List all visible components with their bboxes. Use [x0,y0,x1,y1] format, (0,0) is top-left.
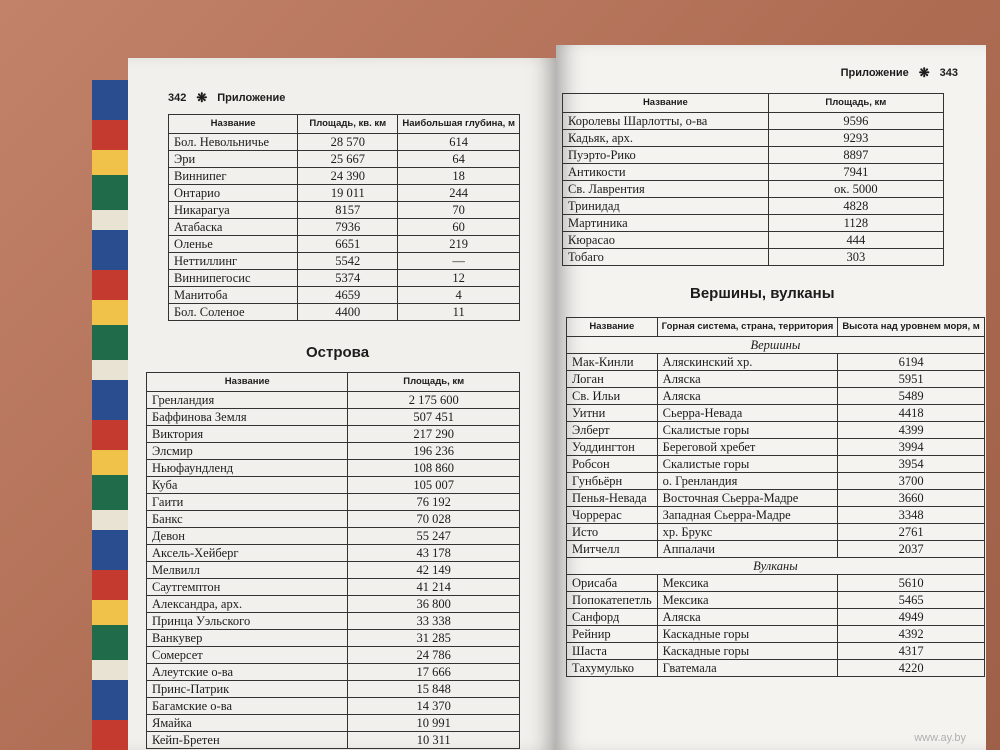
table-cell: 244 [398,185,520,202]
table-cell: 17 666 [348,664,520,681]
table-cell: Св. Лаврентия [563,181,769,198]
table-cell: 5489 [838,388,985,405]
right-running-head [841,65,958,81]
table-row [147,545,520,562]
table-cell: Кюрасао [563,232,769,249]
table-cell: 60 [398,219,520,236]
table-cell: Аксель-Хейберг [147,545,348,562]
table-row [563,130,944,147]
table-cell: 2761 [838,524,985,541]
table-cell: Западная Сьерра-Мадре [657,507,838,524]
column-header: Название [169,115,298,134]
table-cell: 4317 [838,643,985,660]
table-row [147,494,520,511]
table-cell: Виктория [147,426,348,443]
table-row [567,405,985,422]
table-cell: Мелвилл [147,562,348,579]
section-label: Вершины [567,337,985,354]
table-row [147,409,520,426]
table-cell: 3348 [838,507,985,524]
table-cell: Принца Уэльского [147,613,348,630]
table-cell: Банкс [147,511,348,528]
table-cell: Тринидад [563,198,769,215]
peaks-header-row [567,318,985,337]
table-cell: 31 285 [348,630,520,647]
table-row [563,164,944,181]
table-cell: Алеутские о-ва [147,664,348,681]
table-cell: 4399 [838,422,985,439]
table-cell: 6651 [298,236,398,253]
table-cell: Робсон [567,456,658,473]
table-cell: 217 290 [348,426,520,443]
table-cell: Мак-Кинли [567,354,658,371]
table-row [563,198,944,215]
table-cell: Логан [567,371,658,388]
islands-heading: Острова [306,344,370,361]
section-row [567,558,985,575]
table-cell: Гаити [147,494,348,511]
table-cell: 5610 [838,575,985,592]
column-header: Площадь, км [768,94,943,113]
table-row [567,354,985,371]
table-row [169,168,520,185]
table-cell: Манитоба [169,287,298,304]
table-cell: Чоррерас [567,507,658,524]
table-cell: Багамские о-ва [147,698,348,715]
table-cell: 8157 [298,202,398,219]
column-header: Название [563,94,769,113]
table-cell: Аляска [657,609,838,626]
table-row [147,681,520,698]
table-row [147,392,520,409]
table-cell: Пуэрто-Рико [563,147,769,164]
column-header: Площадь, км [348,373,520,392]
table-cell: Скалистые горы [657,422,838,439]
table-cell: Попокатепетль [567,592,658,609]
table-cell: 3700 [838,473,985,490]
table-cell: 18 [398,168,520,185]
right-page-number: 343 [939,67,958,79]
table-row [567,422,985,439]
table-cell: Исто [567,524,658,541]
table-row [147,426,520,443]
table-cell: Гунбьёрн [567,473,658,490]
table-cell: Онтарио [169,185,298,202]
right-running-title: Приложение [840,67,909,79]
table-cell: 14 370 [348,698,520,715]
table-cell: Митчелл [567,541,658,558]
table-cell: 41 214 [348,579,520,596]
table-cell: Сомерсет [147,647,348,664]
table-cell: 196 236 [348,443,520,460]
column-header: Горная система, страна, территория [657,318,838,337]
table-row [567,660,985,677]
table-cell: 19 011 [298,185,398,202]
table-cell: Аляска [657,371,838,388]
table-cell: Береговой хребет [657,439,838,456]
table-cell: Тахумулько [567,660,658,677]
table-row [567,626,985,643]
islands-cont-header-row [563,94,944,113]
watermark: www.ay.by [914,732,966,744]
book-spine [92,80,130,750]
table-cell: Шаста [567,643,658,660]
table-row [147,511,520,528]
table-cell: 15 848 [348,681,520,698]
table-cell: Мексика [657,592,838,609]
table-cell: 9293 [768,130,943,147]
table-cell: 444 [768,232,943,249]
table-row [567,439,985,456]
table-cell: Ямайка [147,715,348,732]
table-row [567,643,985,660]
table-cell: 1128 [768,215,943,232]
table-cell: Санфорд [567,609,658,626]
table-cell: 614 [398,134,520,151]
table-cell: Гренландия [147,392,348,409]
table-row [563,113,944,130]
table-cell: 4949 [838,609,985,626]
table-row [147,664,520,681]
table-cell: Бол. Соленое [169,304,298,321]
table-cell: Бол. Невольничье [169,134,298,151]
table-row [563,215,944,232]
table-cell: 36 800 [348,596,520,613]
table-cell: Никарагуа [169,202,298,219]
table-cell: 11 [398,304,520,321]
table-cell: 3954 [838,456,985,473]
table-row [169,219,520,236]
table-cell: Мексика [657,575,838,592]
table-cell: 105 007 [348,477,520,494]
table-row [147,698,520,715]
table-row [147,630,520,647]
table-cell: 3994 [838,439,985,456]
asterisk-ornament-icon: ❋ [918,65,930,80]
column-header: Площадь, кв. км [298,115,398,134]
table-row [563,232,944,249]
table-cell: Сьерра-Невада [657,405,838,422]
table-cell: 4659 [298,287,398,304]
table-cell: 5465 [838,592,985,609]
table-cell: Оленье [169,236,298,253]
section-label: Вулканы [567,558,985,575]
table-row [567,507,985,524]
table-cell: Кейп-Бретен [147,732,348,749]
table-cell: 219 [398,236,520,253]
table-cell: Баффинова Земля [147,409,348,426]
table-cell: Атабаска [169,219,298,236]
table-row [567,592,985,609]
column-header: Высота над уровнем моря, м [838,318,985,337]
table-row [169,304,520,321]
table-cell: 5542 [298,253,398,270]
table-row [169,287,520,304]
table-row [147,443,520,460]
table-cell: 76 192 [348,494,520,511]
table-cell: 2 175 600 [348,392,520,409]
table-row [147,613,520,630]
table-row [147,732,520,749]
column-header: Наибольшая глубина, м [398,115,520,134]
table-row [563,249,944,266]
table-row [147,579,520,596]
lakes-header-row [169,115,520,134]
table-cell: 4 [398,287,520,304]
peaks-table [566,317,985,677]
table-row [567,490,985,507]
table-cell: Ньюфаундленд [147,460,348,477]
table-cell: Неттиллинг [169,253,298,270]
table-cell: 12 [398,270,520,287]
table-cell: ок. 5000 [768,181,943,198]
table-cell: 7936 [298,219,398,236]
table-row [563,181,944,198]
table-row [567,524,985,541]
table-row [169,151,520,168]
left-running-title: Приложение [217,92,286,104]
table-cell: 43 178 [348,545,520,562]
table-row [147,596,520,613]
table-cell: 64 [398,151,520,168]
table-row [567,609,985,626]
right-page [556,45,986,750]
table-row [147,647,520,664]
islands-header-row [147,373,520,392]
table-cell: 4392 [838,626,985,643]
table-cell: Аляскинский хр. [657,354,838,371]
table-cell: 24 390 [298,168,398,185]
table-cell: Восточная Сьерра-Мадре [657,490,838,507]
table-cell: 303 [768,249,943,266]
table-cell: — [398,253,520,270]
table-cell: 507 451 [348,409,520,426]
table-row [169,270,520,287]
islands-continued-table [562,93,944,266]
table-cell: 24 786 [348,647,520,664]
table-cell: Скалистые горы [657,456,838,473]
table-cell: хр. Брукс [657,524,838,541]
table-cell: Виннипег [169,168,298,185]
table-row [567,473,985,490]
table-cell: 70 [398,202,520,219]
table-cell: Виннипегосис [169,270,298,287]
table-cell: Элберт [567,422,658,439]
table-cell: 2037 [838,541,985,558]
table-cell: 3660 [838,490,985,507]
table-cell: 108 860 [348,460,520,477]
table-cell: Св. Ильи [567,388,658,405]
left-page-number: 342 [168,92,187,104]
table-cell: Рейнир [567,626,658,643]
table-cell: Каскадные горы [657,643,838,660]
table-row [169,134,520,151]
lakes-table [168,114,520,321]
table-row [147,460,520,477]
table-cell: Аппалачи [657,541,838,558]
table-row [147,528,520,545]
asterisk-ornament-icon: ❋ [196,90,208,105]
table-row [169,185,520,202]
table-row [567,388,985,405]
table-cell: Гватемала [657,660,838,677]
table-cell: Антикости [563,164,769,181]
table-cell: Мартиника [563,215,769,232]
table-row [567,371,985,388]
table-cell: 10 991 [348,715,520,732]
table-cell: 4418 [838,405,985,422]
section-row [567,337,985,354]
table-row [169,253,520,270]
table-cell: Эри [169,151,298,168]
peaks-heading: Вершины, вулканы [690,285,835,302]
table-cell: Александра, арх. [147,596,348,613]
table-cell: 5951 [838,371,985,388]
table-cell: Орисаба [567,575,658,592]
left-running-head [168,90,285,106]
table-row [567,541,985,558]
table-cell: Девон [147,528,348,545]
table-cell: Уоддингтон [567,439,658,456]
table-cell: Куба [147,477,348,494]
table-row [169,202,520,219]
column-header: Название [567,318,658,337]
table-cell: Саутгемптон [147,579,348,596]
table-cell: Кадьяк, арх. [563,130,769,147]
table-cell: 70 028 [348,511,520,528]
table-cell: Тобаго [563,249,769,266]
table-cell: 5374 [298,270,398,287]
table-row [147,562,520,579]
islands-table [146,372,520,749]
table-cell: 10 311 [348,732,520,749]
table-cell: 42 149 [348,562,520,579]
table-cell: Пенья-Невада [567,490,658,507]
table-cell: Принс-Патрик [147,681,348,698]
table-cell: 4828 [768,198,943,215]
table-row [567,456,985,473]
table-row [567,575,985,592]
table-row [147,477,520,494]
left-page [128,58,556,750]
table-cell: 55 247 [348,528,520,545]
table-cell: 4400 [298,304,398,321]
table-cell: 7941 [768,164,943,181]
table-cell: 33 338 [348,613,520,630]
table-cell: 8897 [768,147,943,164]
table-cell: Королевы Шарлотты, о-ва [563,113,769,130]
table-cell: Каскадные горы [657,626,838,643]
table-cell: Уитни [567,405,658,422]
table-cell: Элсмир [147,443,348,460]
table-cell: 28 570 [298,134,398,151]
table-cell: 6194 [838,354,985,371]
table-cell: о. Гренландия [657,473,838,490]
table-cell: 4220 [838,660,985,677]
column-header: Название [147,373,348,392]
table-cell: 25 667 [298,151,398,168]
table-row [147,715,520,732]
table-row [169,236,520,253]
table-cell: 9596 [768,113,943,130]
table-row [563,147,944,164]
table-cell: Ванкувер [147,630,348,647]
table-cell: Аляска [657,388,838,405]
